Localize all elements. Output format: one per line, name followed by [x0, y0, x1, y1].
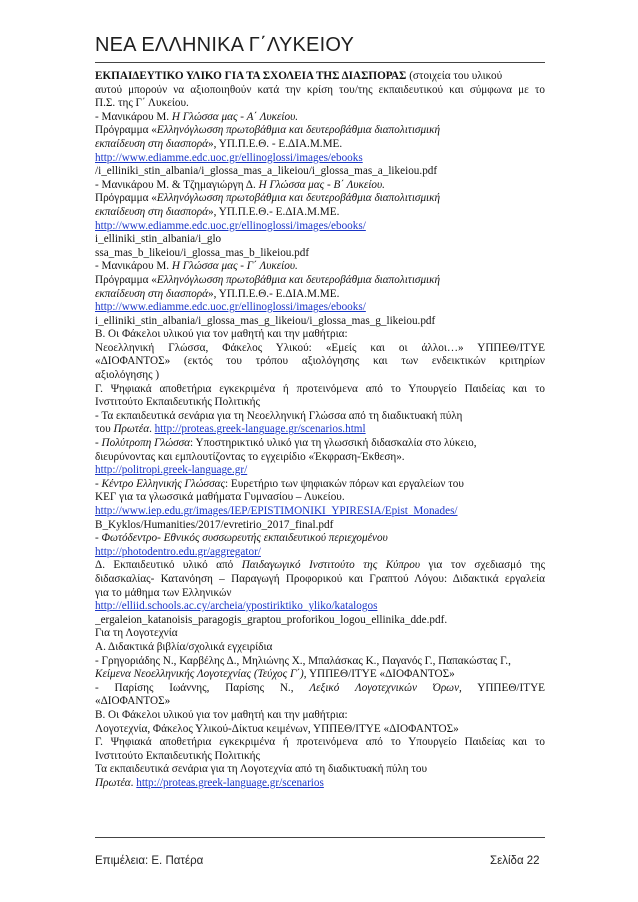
- text-line: B_Kyklos/Humanities/2017/evretirio_2017_final.pdf: [95, 518, 334, 531]
- text-line: [95, 274, 545, 288]
- text-run: », ΥΠ.Π.Ε.Θ. - Ε.ΔΙΑ.Μ.ΜΕ.: [207, 137, 343, 150]
- text-run: », ΥΠ.Π.Ε.Θ.- Ε.ΔΙΑ.Μ.ΜΕ.: [207, 205, 340, 218]
- program-title: εκπαίδευση στη διασπορά: [95, 287, 208, 300]
- text-line: για το μάθημα των Ελληνικών: [95, 586, 232, 599]
- text-line: [95, 111, 545, 125]
- program-title: Ελληνόγλωσση πρωτοβάθμια και δευτεροβάθμια διαπολιτισμική: [156, 192, 441, 205]
- text-run: για τον σχεδιασμό της: [420, 559, 545, 572]
- text-line: [95, 464, 545, 478]
- text-line: αξιολόγησης ): [95, 369, 160, 382]
- text-line: _ergaleion_katanoisis_paragogis_graptou_proforikou_logou_ellinika_dde.pdf.: [95, 613, 448, 626]
- link[interactable]: http://proteas.greek-language.gr/scenarios.html: [154, 423, 366, 436]
- text-line: Ινστιτούτο Εκπαιδευτικής Πολιτικής: [95, 396, 260, 409]
- text-line: [95, 478, 545, 492]
- text-line: [95, 600, 545, 614]
- page-number: Σελίδα 22: [490, 855, 540, 867]
- text-line: [95, 192, 545, 206]
- link[interactable]: http://www.ediamme.edc.uoc.gr/ellinoglossi/images/ebooks/: [95, 301, 366, 314]
- text-line: Γ. Ψηφιακά αποθετήρια εγκεκριμένα ή προτεινόμενα από το Υπουργείο Παιδείας και το: [95, 736, 545, 749]
- text-line: Νεοελληνική Γλώσσα, Φάκελος Υλικού: «Εμείς και οι άλλοι…» ΥΠΠΕΘ/ΙΤΥΕ: [95, 341, 545, 354]
- text-line: Λογοτεχνία, Φάκελος Υλικού-Δίκτυα κειμένων, ΥΠΠΕΘ/ΙΤΥΕ «ΔΙΟΦΑΝΤΟΣ»: [95, 722, 459, 735]
- text-run: (στοιχεία του υλικού: [406, 70, 503, 82]
- text-run: », ΥΠ.Π.Ε.Θ.- Ε.ΔΙΑ.Μ.ΜΕ.: [207, 287, 340, 300]
- text-line: i_elliniki_stin_albania/i_glo: [95, 233, 222, 246]
- text-line: «ΔΙΟΦΑΝΤΟΣ» (εκτός του τρόπου αξιολόγησης και των ενδεικτικών κριτηρίων: [95, 355, 545, 368]
- text-run: του: [95, 423, 114, 436]
- text-line: [95, 70, 545, 84]
- text-line: [95, 505, 545, 519]
- text-line: Α. Διδακτικά βιβλία/σχολικά εγχειρίδια: [95, 640, 273, 653]
- text-run: - Παρίσης Ιωάννης, Παρίσης Ν.,: [95, 681, 310, 694]
- resource-name: Κέντρο Ελληνικής Γλώσσας: [101, 477, 225, 490]
- text-line: [95, 288, 545, 302]
- text-line: [95, 152, 545, 166]
- text-line: [95, 559, 545, 573]
- text-line: [95, 682, 545, 696]
- book-title: Λεξικό Λογοτεχνικών Όρων,: [309, 681, 462, 694]
- program-title: Ελληνόγλωσση πρωτοβάθμια και δευτεροβάθμια διαπολιτισμική: [156, 273, 441, 286]
- text-line: [95, 668, 545, 682]
- resource-name: Πολύτροπη Γλώσσα: [101, 437, 191, 450]
- text-run: .: [130, 776, 137, 789]
- text-run: - Μανικάρου Μ. & Τζημαγιώργη Δ.: [95, 178, 259, 191]
- text-line: Τα εκπαιδευτικά σενάρια για τη Λογοτεχνία από τη διαδικτυακή πύλη του: [95, 763, 428, 776]
- text-line: [95, 220, 545, 234]
- text-run: - Μανικάρου Μ.: [95, 110, 172, 123]
- program-title: εκπαίδευση στη διασπορά: [95, 205, 208, 218]
- text-line: [95, 423, 545, 437]
- text-run: ΥΠΠΕΘ/ΙΤΥΕ: [461, 681, 545, 694]
- text-line: Ινστιτούτο Εκπαιδευτικής Πολιτικής: [95, 749, 260, 762]
- text-run: Πρόγραμμα «: [95, 192, 157, 205]
- text-line: [95, 260, 545, 274]
- text-line: [95, 138, 545, 152]
- text-line: [95, 206, 545, 220]
- text-line: - Γρηγοριάδης Ν., Καρβέλης Δ., Μηλιώνης Χ., Μπαλάσκας Κ., Παγανός Γ., Παπακώστας Γ.,: [95, 654, 511, 667]
- section-heading: ΕΚΠΑΙΔΕΥΤΙΚΟ ΥΛΙΚΟ ΓΙΑ ΤΑ ΣΧΟΛΕΙΑ ΤΗΣ ΔΙΑΣΠΟΡΑΣ: [95, 70, 407, 82]
- text-run: , ΥΠΠΕΘ/ΙΤΥΕ «ΔΙΟΦΑΝΤΟΣ»: [303, 668, 455, 681]
- text-run: : Ευρετήριο των ψηφιακών πόρων και εργαλείων του: [225, 477, 464, 490]
- text-line: διδασκαλίας- Κατανόηση – Παραγωγή Προφορικού και Γραπτού Λόγου: Διδακτικά εργαλεία: [95, 572, 545, 585]
- book-title: Η Γλώσσα μας - Β΄ Λυκείου.: [258, 178, 385, 191]
- program-title: Ελληνόγλωσση πρωτοβάθμια και δευτεροβάθμια διαπολιτισμική: [156, 124, 441, 137]
- text-line: [95, 777, 545, 791]
- text-line: διευρύνοντας και εμπλουτίζοντας το εγχειρίδιο «Έκφραση-Έκθεση».: [95, 450, 405, 463]
- text-run: : Υποστηρικτικό υλικό για τη γλωσσική διδασκαλία στο λύκειο,: [190, 437, 477, 450]
- link[interactable]: http://www.iep.edu.gr/images/IEP/EPISTIMONIKI_YPIRESIA/Epist_Monades/: [95, 505, 458, 517]
- footer-divider: [95, 837, 545, 838]
- text-run: Πρόγραμμα «: [95, 124, 157, 137]
- program-title: εκπαίδευση στη διασπορά: [95, 137, 208, 150]
- text-run: -: [95, 477, 102, 490]
- text-line: Π.Σ. της Γ΄ Λυκείου.: [95, 97, 189, 110]
- text-run: Δ. Εκπαιδευτικό υλικό από: [95, 559, 242, 572]
- page-body: [95, 70, 545, 790]
- text-line: [95, 546, 545, 560]
- text-run: .: [149, 423, 155, 436]
- text-line: - Τα εκπαιδευτικά σενάρια για τη Νεοελληνική Γλώσσα από τη διαδικτυακή πύλη: [95, 409, 463, 422]
- text-line: /i_elliniki_stin_albania/i_glossa_mas_a_likeiou/i_glossa_mas_a_likeiou.pdf: [95, 165, 438, 178]
- link[interactable]: http://politropi.greek-language.gr/: [95, 464, 248, 477]
- link[interactable]: http://elliid.schools.ac.cy/archeia/ypostiriktiko_yliko/katalogos: [95, 600, 378, 613]
- link[interactable]: http://www.ediamme.edc.uoc.gr/ellinoglossi/images/ebooks: [95, 151, 363, 164]
- institution-name: Παιδαγωγικό Ινστιτούτο της Κύπρου: [241, 559, 421, 572]
- header-divider: [95, 62, 545, 63]
- book-title: Η Γλώσσα μας - Α΄ Λυκείου.: [171, 110, 299, 123]
- text-line: Β. Οι Φάκελοι υλικού για τον μαθητή και την μαθήτρια:: [95, 708, 348, 721]
- text-run: -: [95, 437, 102, 450]
- text-line: [95, 124, 545, 138]
- page-header-title: ΝΕΑ ΕΛΛΗΝΙΚΑ Γ΄ΛΥΚΕΙΟΥ: [95, 34, 354, 56]
- text-line: Β. Οι Φάκελοι υλικού για τον μαθητή και την μαθήτρια:: [95, 328, 348, 341]
- text-line: ssa_mas_b_likeiou/i_glossa_mas_b_likeiou.pdf: [95, 246, 310, 259]
- text-run: Πρόγραμμα «: [95, 273, 157, 286]
- portal-name: Πρωτέα: [113, 423, 150, 436]
- text-line: i_elliniki_stin_albania/i_glossa_mas_g_likeiou/i_glossa_mas_g_likeiou.pdf: [95, 314, 436, 327]
- text-line: αυτού μπορούν να αξιοποιηθούν κατά την κρίση του/της εκπαιδευτικού και σύμφωνα με το: [95, 83, 545, 96]
- link[interactable]: http://photodentro.edu.gr/aggregator/: [95, 545, 261, 558]
- text-line: Γ. Ψηφιακά αποθετήρια εγκεκριμένα ή προτεινόμενα από το Υπουργείο Παιδείας και το: [95, 382, 545, 395]
- portal-name: Πρωτέα: [95, 776, 131, 789]
- book-title: Κείμενα Νεοελληνικής Λογοτεχνίας (Τεύχος Γ΄): [95, 668, 304, 681]
- text-line: «ΔΙΟΦΑΝΤΟΣ»: [95, 695, 171, 708]
- text-line: [95, 437, 545, 451]
- text-line: [95, 301, 545, 315]
- book-title: Η Γλώσσα μας - Γ΄ Λυκείου.: [171, 260, 298, 273]
- link[interactable]: http://proteas.greek-language.gr/scenarios: [136, 776, 324, 789]
- text-line: ΚΕΓ για τα γλωσσικά μαθήματα Γυμνασίου – Λυκείου.: [95, 491, 345, 504]
- text-run: - Μανικάρου Μ.: [95, 260, 172, 273]
- text-line: Για τη Λογοτεχνία: [95, 627, 178, 640]
- footer-author: Επιμέλεια: Ε. Πατέρα: [95, 855, 204, 867]
- link[interactable]: http://www.ediamme.edc.uoc.gr/ellinoglossi/images/ebooks/: [95, 219, 366, 232]
- text-line: [95, 179, 545, 193]
- text-line: - Φωτόδεντρο- Εθνικός συσσωρευτής εκπαιδευτικού περιεχομένου: [95, 532, 388, 545]
